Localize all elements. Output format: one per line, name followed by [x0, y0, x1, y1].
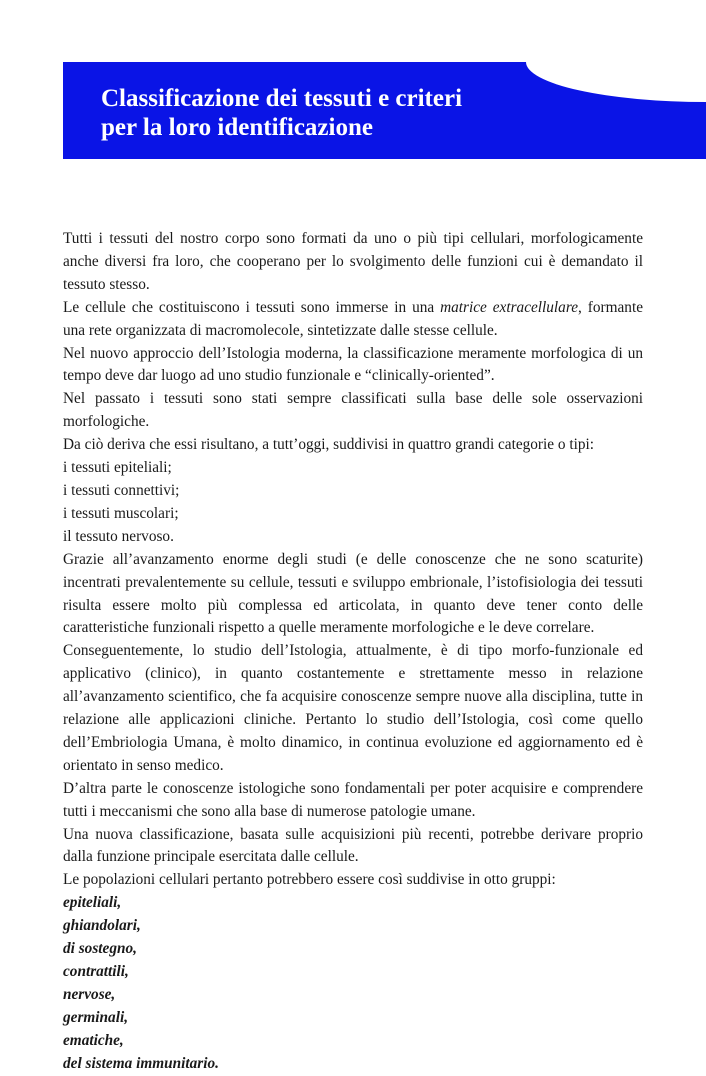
paragraph-1: Tutti i tessuti del nostro corpo sono formati da uno o più tipi cellulari, morfologicamente anche diversi fra loro, che cooperano per lo svolgimento delle funzioni cui è demandato il tessuto stesso. — [63, 230, 643, 293]
paragraph-9: Una nuova classificazione, basata sulle acquisizioni più recenti, potrebbe derivare proprio dalla funzione principale esercitata dalle cellule. — [63, 825, 643, 866]
chapter-title-line-2: per la loro identificazione — [101, 114, 373, 141]
list-item: ematiche, — [63, 1031, 124, 1049]
chapter-title — [101, 84, 462, 142]
banner-corner-curve — [526, 62, 706, 102]
cell-groups-list — [63, 892, 643, 1075]
list-item: i tessuti muscolari; — [63, 504, 179, 522]
list-item: ghiandolari, — [63, 917, 141, 935]
paragraph-4: Nel passato i tessuti sono stati sempre classificati sulla base delle sole osservazioni morfologiche. — [63, 390, 643, 431]
paragraph-2 — [63, 297, 643, 343]
tissue-types-list — [63, 457, 643, 549]
paragraph-3: Nel nuovo approccio dell’Istologia moderna, la classificazione meramente morfologica di un tempo deve dar luogo ad uno studio funzionale e “clinically-oriented”. — [63, 344, 643, 385]
paragraph-2-end: , formante una rete organizzata di macromolecole, sintetizzate dalle stesse cellule. — [63, 298, 643, 339]
list-item: il tessuto nervoso. — [63, 527, 174, 545]
list-item: i tessuti connettivi; — [63, 481, 180, 499]
list-item: epiteliali, — [63, 894, 122, 912]
list-item: nervose, — [63, 985, 116, 1003]
list-item: germinali, — [63, 1008, 129, 1026]
paragraph-10: Le popolazioni cellulari pertanto potrebbero essere così suddivise in otto gruppi: — [63, 871, 556, 889]
body-text — [63, 228, 643, 1076]
chapter-title-line-1: Classificazione dei tessuti e criteri — [101, 85, 463, 112]
paragraph-5: Da ciò deriva che essi risultano, a tutt’oggi, suddivisi in quattro grandi categorie o tipi: — [63, 436, 595, 454]
paragraph-2-start: Le cellule che costituiscono i tessuti sono immerse in una — [63, 298, 441, 316]
list-item: del sistema immunitario. — [63, 1054, 219, 1072]
paragraph-7: Conseguentemente, lo studio dell’Istologia, attualmente, è di tipo morfo-funzionale ed applicativo (clinico), in quanto costantemente e strettamente messo in relazione all’avanzamento scientifico, che fa acquisire conoscenze sempre nuove alla disciplina, tutte in relazione alle applicazioni cliniche. Pertanto lo studio dell’Istologia, così come quello dell’Embriologia Umana, è molto dinamico, in continua evoluzione ed aggiornamento ed è orientato in senso medico. — [63, 642, 643, 774]
paragraph-6: Grazie all’avanzamento enorme degli studi (e delle conoscenze che ne sono scaturite) incentrati prevalentemente su cellule, tessuti e sviluppo embrionale, l’istofisiologia dei tessuti risulta essere molto più complessa ed articolata, in quanto deve tener conto delle caratteristiche funzionali rispetto a quelle meramente morfologiche e le deve correlare. — [63, 550, 643, 637]
paragraph-8: D’altra parte le conoscenze istologiche sono fondamentali per poter acquisire e comprendere tutti i meccanismi che sono alla base di numerose patologie umane. — [63, 779, 643, 820]
list-item: di sostegno, — [63, 940, 137, 958]
list-item: i tessuti epiteliali; — [63, 459, 172, 477]
emphasis-matrice-extracellulare: matrice extracellulare — [440, 298, 579, 316]
title-banner — [63, 62, 706, 159]
list-item: contrattili, — [63, 963, 129, 980]
